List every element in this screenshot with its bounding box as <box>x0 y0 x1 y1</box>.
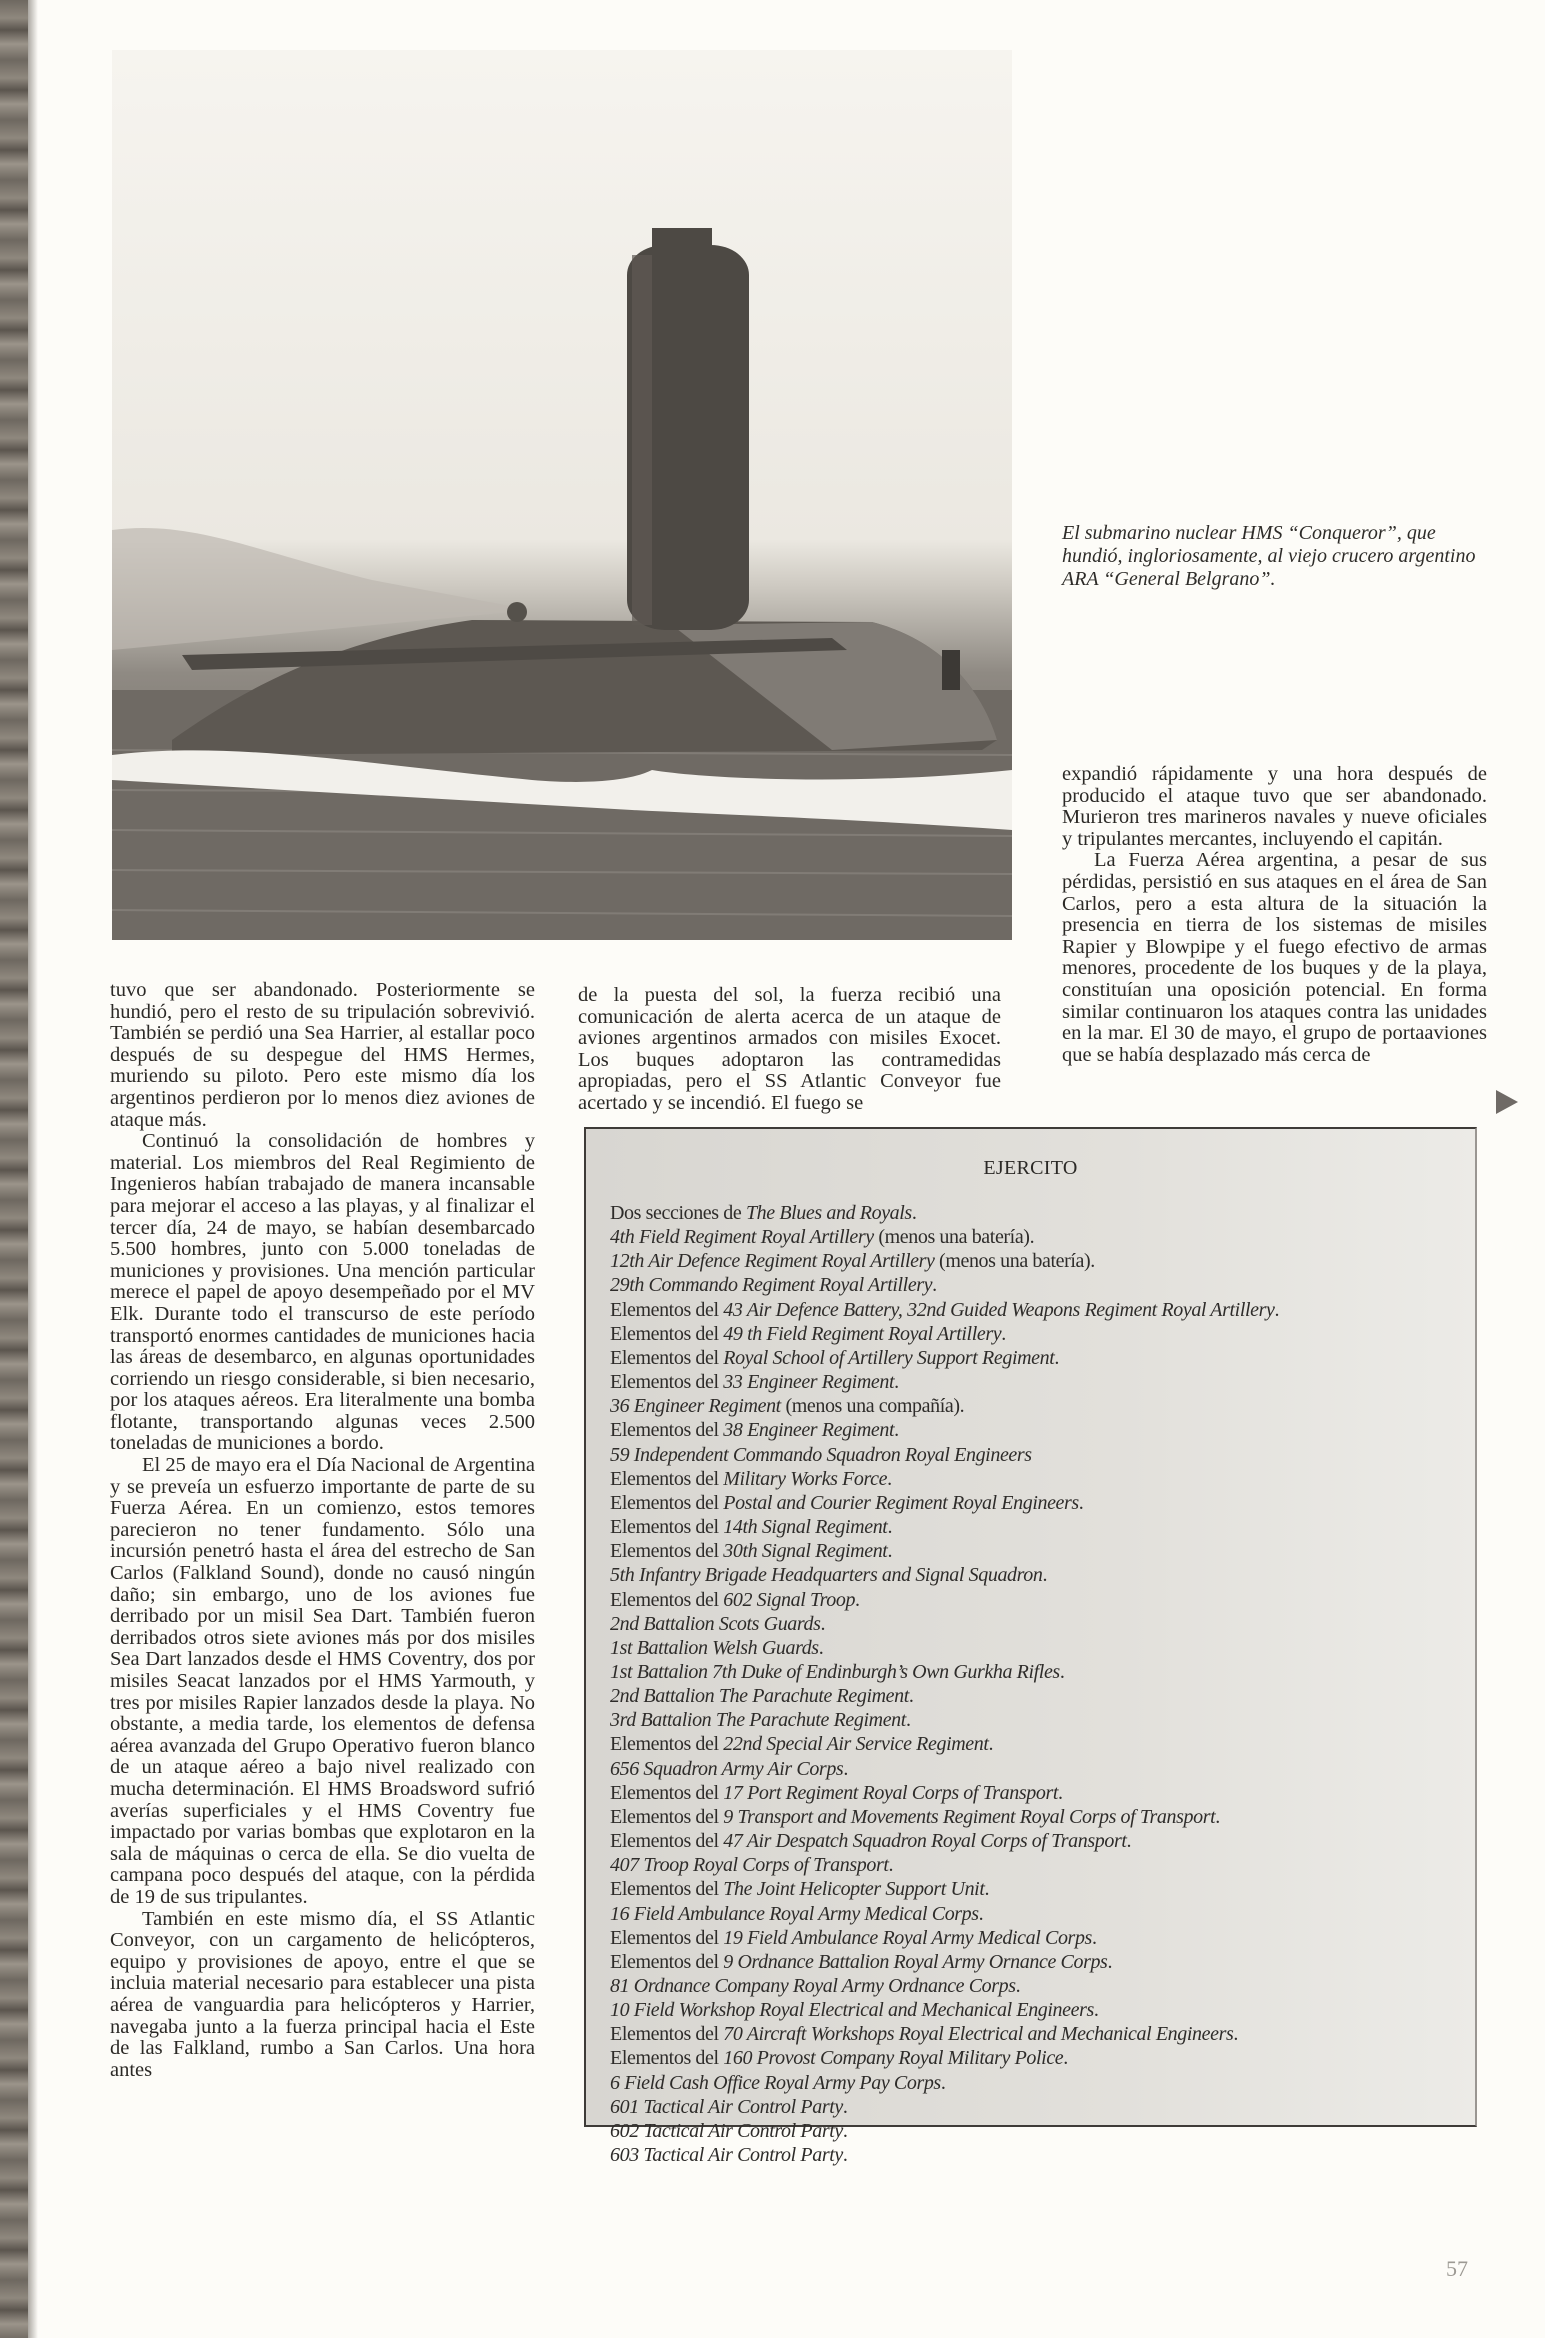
unit-list-item <box>610 1467 1279 1491</box>
unit-name: 603 Tactical Air Control Party <box>610 2144 843 2167</box>
unit-suffix: . <box>894 1419 899 1442</box>
unit-name: 656 Squadron Army Air Corps <box>610 1757 844 1780</box>
unit-name: 70 Aircraft Workshops Royal Electrical and Mechanical Engineers <box>723 2023 1234 2046</box>
unit-prefix: Elementos del <box>610 1733 724 1756</box>
unit-name: 3rd Battalion The Parachute Regiment <box>610 1709 906 1732</box>
text-column-1 <box>110 980 535 2081</box>
unit-list-item <box>610 1950 1279 1974</box>
unit-name: 2nd Battalion The Parachute Regiment <box>610 1685 909 1708</box>
unit-prefix: Dos secciones de <box>610 1202 746 1224</box>
paragraph: El 25 de mayo era el Día Nacional de Argentina y se preveía un esfuerzo importante de parte de su Fuerza Aérea. En un comienzo, estos temores parecieron no tener fundamento. Sólo una incursión penetró hasta el área del estrecho de San Carlos (Falkland Sound), donde no causó ningún daño; sin embargo, uno de los aviones fue derribado por un misil Sea Dart. También fueron derribados otros siete aviones más por dos misiles Sea Dart lanzados desde el HMS Coventry, dos por misiles Seacat lanzados por el HMS Yarmouth, y tres por misiles Rapier lanzados desde la playa. No obstante, a media tarde, los elementos de defensa aérea avanzada del Grupo Operativo fueron blanco de un ataque aéreo a bajo nivel realizado con mucha determinación. El HMS Broadsword sufrió averías superficiales y el HMS Coventry fue impactado por varias bombas que explotaron en la sala de máquinas o cerca de ella. Se dio vuelta de campana poco después del ataque, con la pérdida de 19 de sus tripulantes. <box>110 1454 535 1908</box>
unit-list-item <box>610 1853 1279 1877</box>
unit-list-item <box>610 1781 1279 1805</box>
unit-suffix: . <box>911 1202 917 1224</box>
unit-suffix: . <box>988 1733 994 1756</box>
unit-suffix: . <box>894 1371 899 1394</box>
unit-suffix: . <box>1233 2023 1238 2046</box>
unit-name: 1st Battalion Welsh Guards <box>610 1636 819 1659</box>
unit-prefix: Elementos del <box>610 1830 724 1853</box>
unit-suffix: . <box>1078 1491 1084 1514</box>
unit-list-item <box>610 1370 1279 1394</box>
unit-suffix: . <box>820 1612 826 1635</box>
unit-suffix: . <box>984 1878 990 1901</box>
unit-name: 9 Transport and Movements Regiment Royal Corps of Transport <box>723 1805 1216 1828</box>
unit-prefix: Elementos del <box>610 1467 724 1490</box>
unit-name: 14th Signal Regiment <box>723 1516 888 1539</box>
unit-name: 601 Tactical Air Control Party <box>610 2095 843 2118</box>
unit-list-item <box>610 1902 1279 1926</box>
unit-suffix: . <box>1063 2047 1068 2070</box>
paragraph: de la puesta del sol, la fuerza recibió una comunicación de alerta acerca de un ataque de aviones argentinos armados con misiles Exocet. Los buques adoptaron las contramedidas apropiadas, pero el SS Atlantic Conveyor fue acertado y se incendió. El fuego se <box>578 984 1001 1114</box>
unit-prefix: Elementos del <box>610 1419 724 1442</box>
unit-prefix: Elementos del <box>610 1322 724 1345</box>
unit-list-item <box>610 1829 1279 1853</box>
unit-suffix: . <box>887 1516 893 1539</box>
unit-name: 59 Independent Commando Squadron Royal Engineers <box>610 1443 1032 1466</box>
unit-name: 19 Field Ambulance Royal Army Medical Corps <box>723 1926 1092 1949</box>
unit-suffix: (menos una compañía). <box>780 1395 965 1418</box>
unit-suffix: . <box>855 1588 860 1611</box>
continue-arrow-icon <box>1496 1090 1518 1114</box>
unit-list-item <box>610 1732 1279 1756</box>
unit-name: 2nd Battalion Scots Guards <box>610 1612 821 1635</box>
unit-list-item <box>610 1273 1279 1297</box>
unit-list-item <box>610 2143 1279 2167</box>
unit-list-item <box>610 1539 1279 1563</box>
unit-suffix: . <box>1001 1322 1006 1345</box>
unit-name: 49 th Field Regiment Royal Artillery <box>723 1322 1002 1345</box>
unit-list-item <box>610 1926 1279 1950</box>
unit-suffix: . <box>940 2071 946 2094</box>
unit-suffix: . <box>1093 1999 1099 2022</box>
unit-suffix: . <box>842 2095 848 2118</box>
unit-prefix: Elementos del <box>610 1805 724 1828</box>
unit-name: 81 Ordnance Company Royal Army Ordnance Corps <box>610 1975 1016 1997</box>
paragraph: tuvo que ser abandonado. Posteriormente se hundió, pero el resto de su tripulación sobrevivió. También se perdió una Sea Harrier, al estallar poco después de su despegue del HMS Hermes, muriendo su piloto. Pero este mismo día los argentinos perdieron por lo menos diez aviones de ataque más. <box>110 979 535 1131</box>
paragraph: También en este mismo día, el SS Atlantic Conveyor, con un cargamento de helicópteros, equipo y provisiones de apoyo, entre el que se incluia material necesario para establecer una pista aérea de vanguardia para helicópteros y Harrier, navegaba junto a la fuerza principal hacia el Este de las Falkland, rumbo a San Carlos. Una hora antes <box>110 1907 535 2081</box>
unit-suffix: . <box>842 2144 848 2167</box>
unit-list-item <box>610 1443 1279 1467</box>
unit-prefix: Elementos del <box>610 1346 724 1369</box>
unit-name: 1st Battalion 7th Duke of Endinburgh’s Own Gurkha Rifles <box>610 1660 1060 1683</box>
unit-list-item <box>610 1515 1279 1539</box>
unit-list-item <box>610 1563 1279 1587</box>
unit-list-item <box>610 1394 1279 1418</box>
unit-suffix: . <box>888 1854 894 1877</box>
text-column-2 <box>578 985 1001 1115</box>
unit-name: Postal and Courier Regiment Royal Engineers <box>723 1491 1079 1514</box>
unit-prefix: Elementos del <box>610 1540 724 1563</box>
photo-caption: El submarino nuclear HMS “Conqueror”, que hundió, ingloriosamente, al viejo crucero argentino ARA “General Belgrano”. <box>1062 522 1476 590</box>
unit-list-item <box>610 1298 1279 1322</box>
unit-prefix: Elementos del <box>610 1926 724 1949</box>
unit-list-item <box>610 1877 1279 1901</box>
unit-suffix: (menos una batería). <box>934 1250 1095 1273</box>
submarine-illustration <box>112 50 1012 940</box>
unit-suffix: . <box>818 1636 824 1659</box>
unit-name: Military Works Force <box>723 1467 888 1490</box>
unit-prefix: Elementos del <box>610 1516 724 1539</box>
unit-suffix: . <box>1274 1298 1280 1321</box>
unit-name: 407 Troop Royal Corps of Transport <box>610 1854 889 1877</box>
unit-list-item <box>610 1322 1279 1346</box>
unit-list-item <box>610 2071 1279 2095</box>
unit-name: 36 Engineer Regiment <box>610 1395 781 1418</box>
unit-suffix: . <box>1058 1781 1063 1804</box>
unit-name: 6 Field Cash Office Royal Army Pay Corps <box>610 2071 941 2094</box>
unit-name: The Blues and Royals <box>745 1202 912 1224</box>
unit-name: 17 Port Regiment Royal Corps of Transport <box>723 1781 1058 1804</box>
unit-suffix: . <box>842 2119 848 2142</box>
unit-list <box>610 1201 1279 2167</box>
unit-name: 43 Air Defence Battery, 32nd Guided Weapons Regiment Royal Artillery <box>723 1298 1275 1321</box>
spine-shadow <box>28 0 38 2338</box>
unit-name: 12th Air Defence Regiment Royal Artillery <box>610 1250 935 1273</box>
unit-list-item <box>610 1805 1279 1829</box>
unit-suffix: . <box>905 1709 911 1732</box>
unit-suffix: . <box>932 1274 937 1297</box>
unit-name: 4th Field Regiment Royal Artillery <box>610 1226 874 1249</box>
unit-suffix: . <box>887 1540 893 1563</box>
unit-name: 47 Air Despatch Squadron Royal Corps of Transport <box>723 1830 1127 1853</box>
unit-name: 30th Signal Regiment <box>723 1540 888 1563</box>
unit-suffix: . <box>1015 1975 1021 1997</box>
unit-name: Royal School of Artillery Support Regiment <box>723 1346 1055 1369</box>
unit-name: 10 Field Workshop Royal Electrical and Mechanical Engineers <box>610 1999 1094 2022</box>
unit-suffix: . <box>1091 1926 1097 1949</box>
unit-name: 22nd Special Air Service Regiment <box>723 1733 989 1756</box>
unit-suffix: . <box>887 1467 892 1490</box>
unit-list-item <box>610 1346 1279 1370</box>
unit-list-item <box>610 2046 1279 2070</box>
unit-prefix: Elementos del <box>610 2047 724 2070</box>
box-title: EJERCITO <box>983 1157 1078 1179</box>
unit-name: 33 Engineer Regiment <box>723 1371 895 1394</box>
ejercito-sidebar-box <box>584 1127 1477 2167</box>
unit-list-item <box>610 1491 1279 1515</box>
unit-list-item <box>610 2022 1279 2046</box>
unit-name: 9 Ordnance Battalion Royal Army Ornance Corps <box>723 1950 1108 1973</box>
unit-list-item <box>610 1757 1279 1781</box>
unit-name: 160 Provost Company Royal Military Police <box>723 2047 1064 2070</box>
unit-suffix: (menos una batería). <box>873 1226 1035 1249</box>
submarine-photo <box>112 50 1012 940</box>
unit-prefix: Elementos del <box>610 1781 724 1804</box>
unit-suffix: . <box>843 1757 848 1780</box>
unit-prefix: Elementos del <box>610 2023 724 2046</box>
unit-suffix: . <box>1107 1950 1113 1973</box>
unit-suffix: . <box>1042 1564 1048 1587</box>
unit-list-item <box>610 1660 1279 1684</box>
unit-prefix: Elementos del <box>610 1878 724 1901</box>
unit-list-item <box>610 2119 1279 2143</box>
unit-suffix: . <box>1054 1346 1059 1369</box>
unit-name: 16 Field Ambulance Royal Army Medical Corps <box>610 1902 979 1925</box>
unit-list-item <box>610 1588 1279 1612</box>
unit-list-item <box>610 1201 1279 1225</box>
unit-prefix: Elementos del <box>610 1298 724 1321</box>
unit-list-item <box>610 1998 1279 2022</box>
paragraph: La Fuerza Aérea argentina, a pesar de sus pérdidas, persistió en sus ataques en el área de San Carlos, pero a esta altura de la situación la presencia en tierra de los sistemas de misiles Rapier y Blowpipe y el fuego efectivo de armas menores, procedente de los buques y de la playa, constituían una oposición potencial. En forma similar continuaron los ataques contra las unidades en la mar. El 30 de mayo, el grupo de portaaviones que se había desplazado más cerca de <box>1062 849 1487 1066</box>
unit-suffix: . <box>1126 1830 1132 1853</box>
unit-suffix: . <box>908 1685 914 1708</box>
unit-name: The Joint Helicopter Support Unit <box>723 1878 985 1901</box>
unit-suffix: . <box>978 1902 984 1925</box>
unit-list-item <box>610 1636 1279 1660</box>
unit-suffix: . <box>1215 1805 1220 1828</box>
text-column-3 <box>1062 764 1487 1066</box>
unit-prefix: Elementos del <box>610 1588 724 1611</box>
book-spine-edge <box>0 0 28 2338</box>
unit-list-item <box>610 2095 1279 2119</box>
unit-name: 29th Commando Regiment Royal Artillery <box>610 1274 933 1297</box>
unit-list-item <box>610 1418 1279 1442</box>
unit-name: 38 Engineer Regiment <box>723 1419 895 1442</box>
unit-prefix: Elementos del <box>610 1950 724 1973</box>
unit-name: 5th Infantry Brigade Headquarters and Signal Squadron <box>610 1564 1043 1587</box>
unit-prefix: Elementos del <box>610 1491 724 1514</box>
unit-list-item <box>610 1974 1279 1998</box>
unit-name: 602 Signal Troop <box>723 1588 856 1611</box>
unit-name: 602 Tactical Air Control Party <box>610 2119 843 2142</box>
unit-list-item <box>610 1684 1279 1708</box>
paragraph: expandió rápidamente y una hora después de producido el ataque tuvo que ser abandonado. Murieron tres marineros navales y nueve oficiales y tripulantes mercantes, incluyendo el capitán. <box>1062 763 1487 850</box>
unit-list-item <box>610 1225 1279 1249</box>
unit-list-item <box>610 1612 1279 1636</box>
unit-list-item <box>610 1249 1279 1273</box>
unit-suffix: . <box>1059 1660 1065 1683</box>
paragraph: Continuó la consolidación de hombres y material. Los miembros del Real Regimiento de Ingenieros habían trabajado de manera incansable para mejorar el acceso a las playas, y al finalizar el tercer día, 24 de mayo, se habían desembarcado 5.500 hombres, junto con 5.000 toneladas de municiones y provisiones. Una mención particular merece el papel de apoyo desempeñado por el MV Elk. Durante todo el transcurso de este período transportó enormes cantidades de municiones hacia las áreas de desembarco, en algunas oportunidades corriendo un riesgo considerable, si bien necesario, por los ataques aéreos. Era literalmente una bomba flotante, transportando algunas veces 2.500 toneladas de municiones a bordo. <box>110 1130 535 1455</box>
page-number: 57 <box>1446 2256 1468 2281</box>
unit-prefix: Elementos del <box>610 1371 724 1394</box>
unit-list-item <box>610 1708 1279 1732</box>
